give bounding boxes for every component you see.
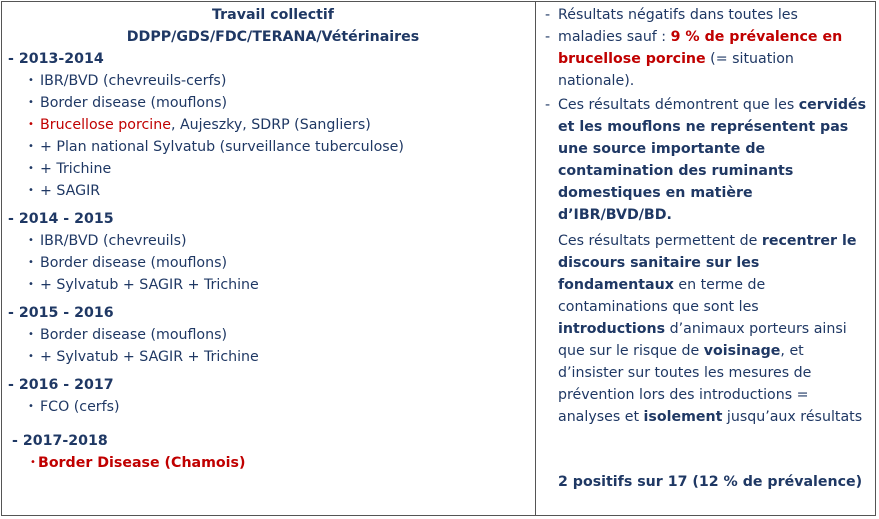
bullet-icon: •	[28, 401, 34, 412]
right-column	[545, 4, 870, 490]
bullet-icon: •	[28, 329, 34, 340]
header-partners: DDPP/GDS/FDC/TERANA/Vétérinaires	[126, 29, 420, 45]
prevalence-highlight: 9 % de prévalence en brucellose porcine	[558, 29, 843, 67]
result-paragraph-3: Ces résultats permettent de recentrer le discours sanitaire sur les fondamentaux en terme de contaminations que sont les introductions d’animaux porteurs ainsi que sur le risque de voisinage, et d’insister sur toutes les mesures de prévention lors des introductions = analyses et isolement jusqu’aux résultats	[558, 233, 863, 425]
result-paragraph-1: - Résultats négatifs dans toutes les	[545, 7, 798, 23]
list-item: • FCO (cerfs)	[8, 396, 528, 418]
header-title: Travail collectif	[212, 7, 334, 23]
period-2014-2015: - 2014 - 2015	[8, 211, 114, 227]
bullet-icon: •	[28, 235, 34, 246]
bullet-icon: •	[30, 457, 36, 468]
list-item: • + Plan national Sylvatub (surveillance tuberculose)	[8, 136, 528, 158]
period-2015-2016: - 2015 - 2016	[8, 305, 114, 321]
list-item: • IBR/BVD (chevreuils)	[8, 230, 528, 252]
bullet-icon: •	[28, 257, 34, 268]
left-column	[8, 4, 528, 474]
result-paragraph-2: - Ces résultats démontrent que les cervidés et les mouflons ne représentent pas une source importante de contamination des ruminants domestiques en matière d’IBR/BVD/BD.	[545, 97, 867, 223]
list-item: • Border disease (mouflons)	[8, 92, 528, 114]
bullet-icon: •	[28, 97, 34, 108]
brucellose-highlight: Brucellose porcine	[40, 117, 171, 133]
result-paragraph-1b: - maladies sauf : 9 % de prévalence en brucellose porcine (= situation nationale).	[545, 29, 843, 89]
period-2013-2014: - 2013-2014	[8, 51, 104, 67]
list-item: • IBR/BVD (chevreuils-cerfs)	[8, 70, 528, 92]
list-item: • + Sylvatub + SAGIR + Trichine	[8, 274, 528, 296]
positives-summary: 2 positifs sur 17 (12 % de prévalence)	[558, 474, 863, 490]
column-divider	[535, 1, 536, 516]
list-item: • Border disease (mouflons)	[8, 324, 528, 346]
list-item-chamois: • Border Disease (Chamois)	[8, 452, 528, 474]
list-item: • + Trichine	[8, 158, 528, 180]
list-item: • + SAGIR	[8, 180, 528, 202]
list-item: • Border disease (mouflons)	[8, 252, 528, 274]
list-item-brucellose: • Brucellose porcine, Aujeszky, SDRP (Sangliers)	[8, 114, 528, 136]
bullet-icon: •	[28, 141, 34, 152]
bullet-icon: •	[28, 75, 34, 86]
bullet-icon: •	[28, 185, 34, 196]
bullet-icon: •	[28, 163, 34, 174]
period-2016-2017: - 2016 - 2017	[8, 377, 114, 393]
bullet-icon: •	[28, 279, 34, 290]
bullet-icon: •	[28, 119, 34, 130]
bullet-icon: •	[28, 351, 34, 362]
period-2017-2018: - 2017-2018	[12, 433, 108, 449]
list-item: • + Sylvatub + SAGIR + Trichine	[8, 346, 528, 368]
